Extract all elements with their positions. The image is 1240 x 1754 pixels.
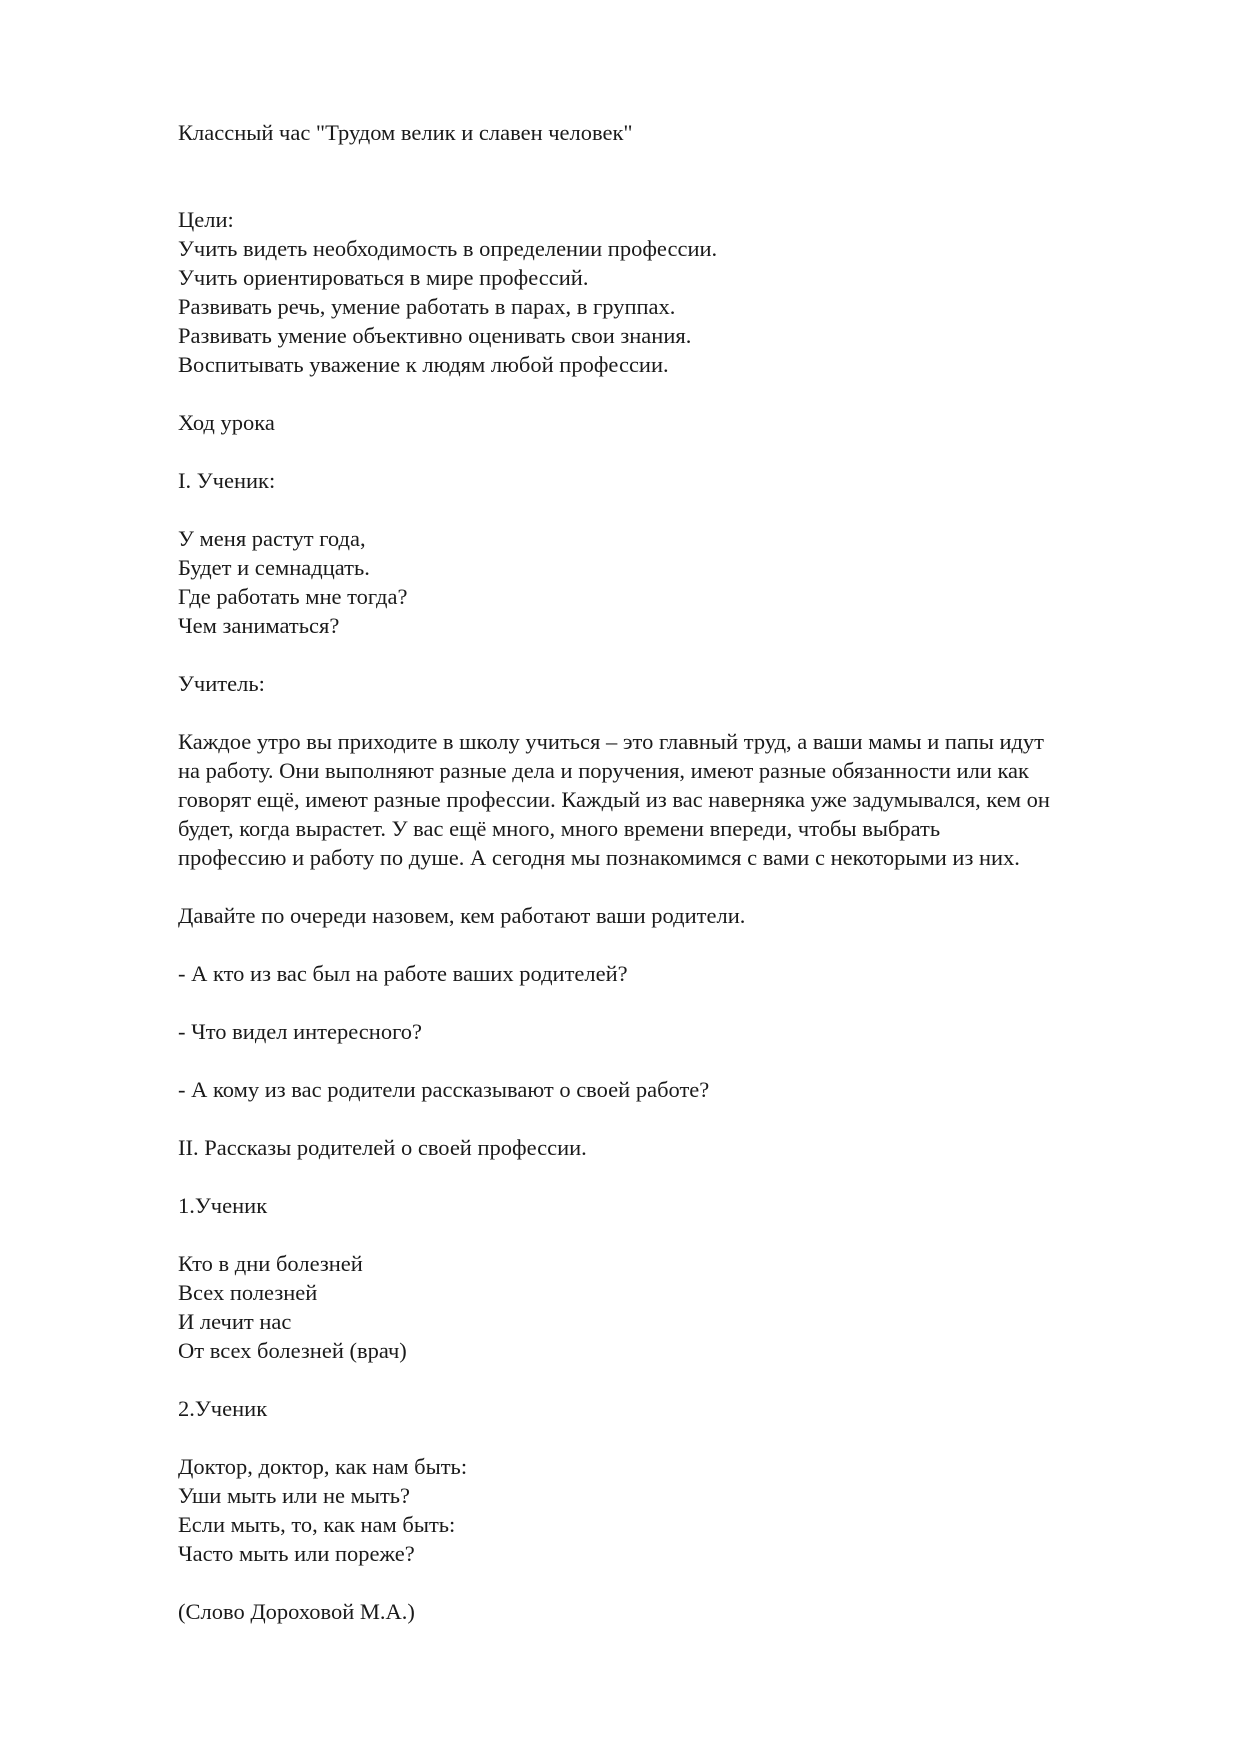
teacher-speaker: Учитель:	[178, 671, 265, 696]
goal-item: Развивать умение объективно оценивать свои знания.	[178, 323, 692, 348]
student1-poem	[178, 1249, 1158, 1365]
document-title: Классный час "Трудом велик и славен человек"	[178, 120, 633, 145]
poem-line: У меня растут года,	[178, 526, 366, 551]
paragraph-line: Каждое утро вы приходите в школу учиться – это главный труд, а ваши мамы и папы идут	[178, 729, 1045, 754]
poem-line: Кто в дни болезней	[178, 1251, 363, 1276]
poem-line: Всех полезней	[178, 1280, 318, 1305]
teacher-paragraph	[178, 727, 1158, 872]
section1-speaker: I. Ученик:	[178, 468, 276, 493]
lesson-heading: Ход урока	[178, 410, 275, 435]
teacher-question: - А кто из вас был на работе ваших родителей?	[178, 961, 628, 986]
paragraph-line: на работу. Они выполняют разные дела и поручения, имеют разные обязанности или как	[178, 758, 1029, 783]
paragraph-line: профессию и работу по душе. А сегодня мы познакомимся с вами с некоторыми из них.	[178, 845, 1020, 870]
poem-line: Доктор, доктор, как нам быть:	[178, 1454, 468, 1479]
poem-line: От всех болезней (врач)	[178, 1338, 407, 1363]
goal-item: Учить ориентироваться в мире профессий.	[178, 265, 589, 290]
teacher-question: - Что видел интересного?	[178, 1019, 422, 1044]
poem-line: Если мыть, то, как нам быть:	[178, 1512, 456, 1537]
poem-line: Чем заниматься?	[178, 613, 340, 638]
poem-line: Будет и семнадцать.	[178, 555, 370, 580]
paragraph-line: говорят ещё, имеют разные профессии. Каждый из вас наверняка уже задумывался, кем он	[178, 787, 1050, 812]
poem-line: Уши мыть или не мыть?	[178, 1483, 411, 1508]
student2-poem	[178, 1452, 1158, 1568]
section2-heading: II. Рассказы родителей о своей профессии.	[178, 1135, 587, 1160]
paragraph-line: будет, когда вырастет. У вас ещё много, много времени впереди, чтобы выбрать	[178, 816, 941, 841]
teacher-question: - А кому из вас родители рассказывают о своей работе?	[178, 1077, 710, 1102]
poem-line: Часто мыть или пореже?	[178, 1541, 415, 1566]
section1-poem	[178, 524, 1158, 640]
goals-heading: Цели:	[178, 207, 234, 232]
goal-item: Воспитывать уважение к людям любой профессии.	[178, 352, 669, 377]
document-body	[178, 118, 1158, 1626]
goals-section	[178, 205, 1158, 379]
poem-line: Где работать мне тогда?	[178, 584, 408, 609]
closing-note: (Слово Дороховой М.А.)	[178, 1599, 415, 1624]
goal-item: Развивать речь, умение работать в парах, в группах.	[178, 294, 676, 319]
poem-line: И лечит нас	[178, 1309, 292, 1334]
student2-speaker: 2.Ученик	[178, 1396, 268, 1421]
goal-item: Учить видеть необходимость в определении профессии.	[178, 236, 718, 261]
teacher-prompt: Давайте по очереди назовем, кем работают ваши родители.	[178, 903, 746, 928]
student1-speaker: 1.Ученик	[178, 1193, 268, 1218]
